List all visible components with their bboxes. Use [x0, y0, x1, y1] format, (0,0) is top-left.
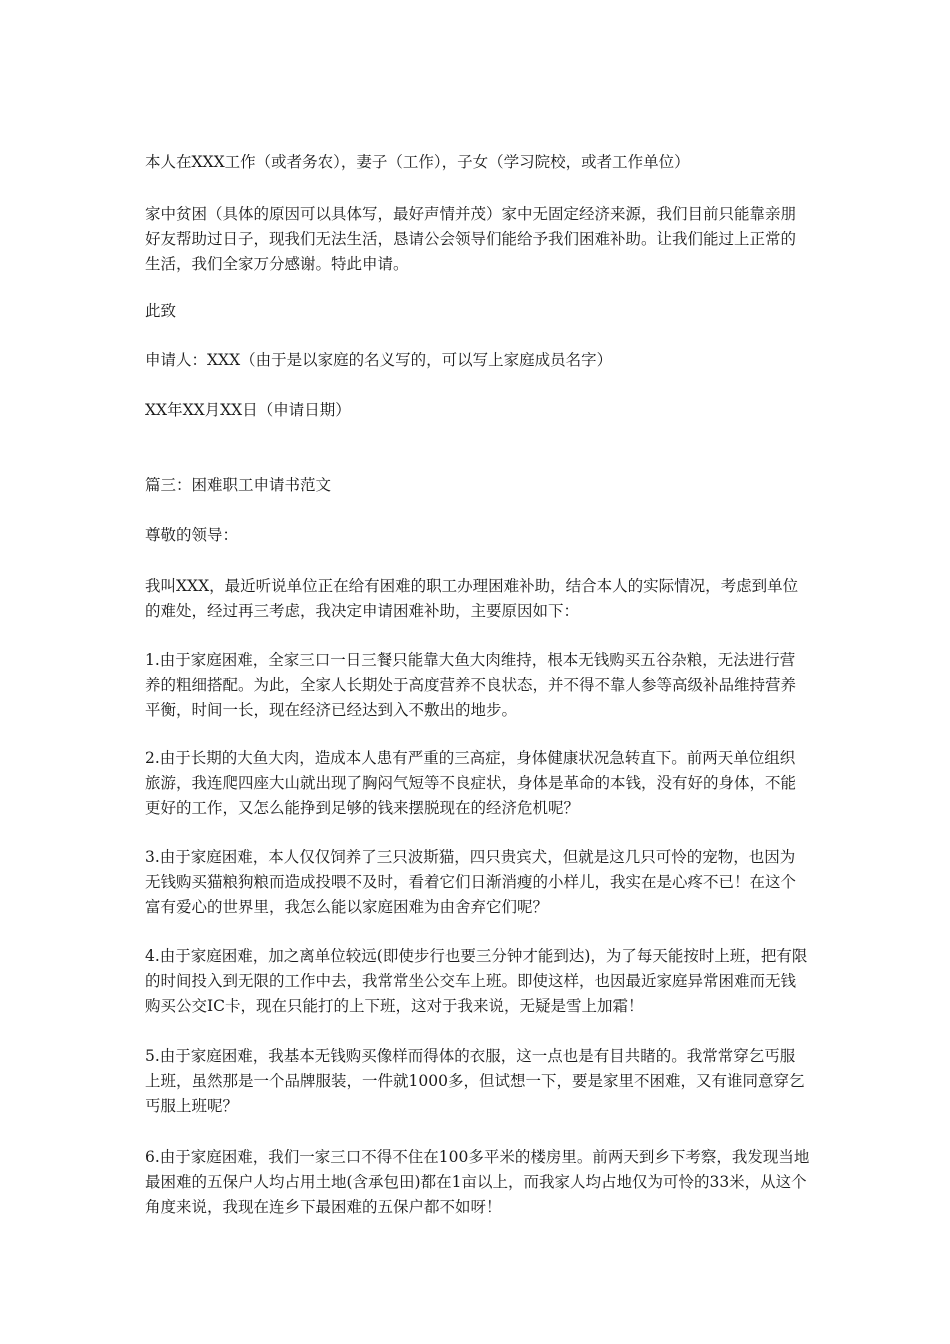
paragraph-reason-4: 4.由于家庭困难，加之离单位较远(即使步行也要三分钟才能到达)，为了每天能按时上班，把有限的时间投入到无限的工作中去，我常常坐公交车上班。即使这样，也因最近家庭异常困难而无钱购买公交IC卡，现在只能打的上下班，这对于我来说，无疑是雪上加霜！ — [145, 947, 808, 1015]
section-title: 篇三：困难职工申请书范文 — [145, 476, 332, 494]
paragraph-reason-6: 6.由于家庭困难，我们一家三口不得不住在100多平米的楼房里。前两天到乡下考察，我发现当地最困难的五保户人均占用土地(含承包田)都在1亩以上，而我家人均占地仅为可怜的33米，从这个角度来说，我现在连乡下最困难的五保户都不如呀！ — [145, 1148, 810, 1216]
paragraph-reason-1: 1.由于家庭困难，全家三口一日三餐只能靠大鱼大肉维持，根本无钱购买五谷杂粮，无法进行营养的粗细搭配。为此，全家人长期处于高度营养不良状态，并不得不靠人参等高级补品维持营养平衡，时间一长，现在经济已经达到入不敷出的地步。 — [145, 651, 797, 719]
paragraph-applicant: 申请人：XXX（由于是以家庭的名义写的，可以写上家庭成员名字） — [145, 351, 613, 369]
paragraph-hardship-reason: 家中贫困（具体的原因可以具体写，最好声情并茂）家中无固定经济来源，我们目前只能靠亲朋好友帮助过日子，现我们无法生活，恳请公会领导们能给予我们困难补助。让我们能过上正常的生活，我们全家万分感谢。特此申请。 — [145, 205, 797, 273]
paragraph-reason-2: 2.由于长期的大鱼大肉，造成本人患有严重的三高症，身体健康状况急转直下。前两天单位组织旅游，我连爬四座大山就出现了胸闷气短等不良症状，身体是革命的本钱，没有好的身体，不能更好的工作，又怎么能挣到足够的钱来摆脱现在的经济危机呢？ — [145, 749, 797, 817]
paragraph-closing: 此致 — [145, 302, 177, 320]
salutation: 尊敬的领导： — [145, 526, 239, 544]
paragraph-date: XX年XX月XX日（申请日期） — [145, 401, 351, 419]
paragraph-intro: 我叫XXX，最近听说单位正在给有困难的职工办理困难补助，结合本人的实际情况，考虑到单位的难处，经过再三考虑，我决定申请困难补助，主要原因如下： — [145, 577, 799, 620]
paragraph-reason-3: 3.由于家庭困难，本人仅仅饲养了三只波斯猫，四只贵宾犬，但就是这几只可怜的宠物，也因为无钱购买猫粮狗粮而造成投喂不及时，看着它们日渐消瘦的小样儿，我实在是心疼不已！在这个富有爱心的世界里，我怎么能以家庭困难为由舍弃它们呢？ — [145, 848, 797, 916]
paragraph-reason-5: 5.由于家庭困难，我基本无钱购买像样而得体的衣服，这一点也是有目共睹的。我常常穿乞丐服上班，虽然那是一个品牌服装，一件就1000多，但试想一下，要是家里不困难，又有谁同意穿乞丐服上班呢？ — [145, 1047, 805, 1115]
paragraph-family-work: 本人在XXX工作（或者务农），妻子（工作），子女（学习院校，或者工作单位） — [145, 153, 690, 171]
